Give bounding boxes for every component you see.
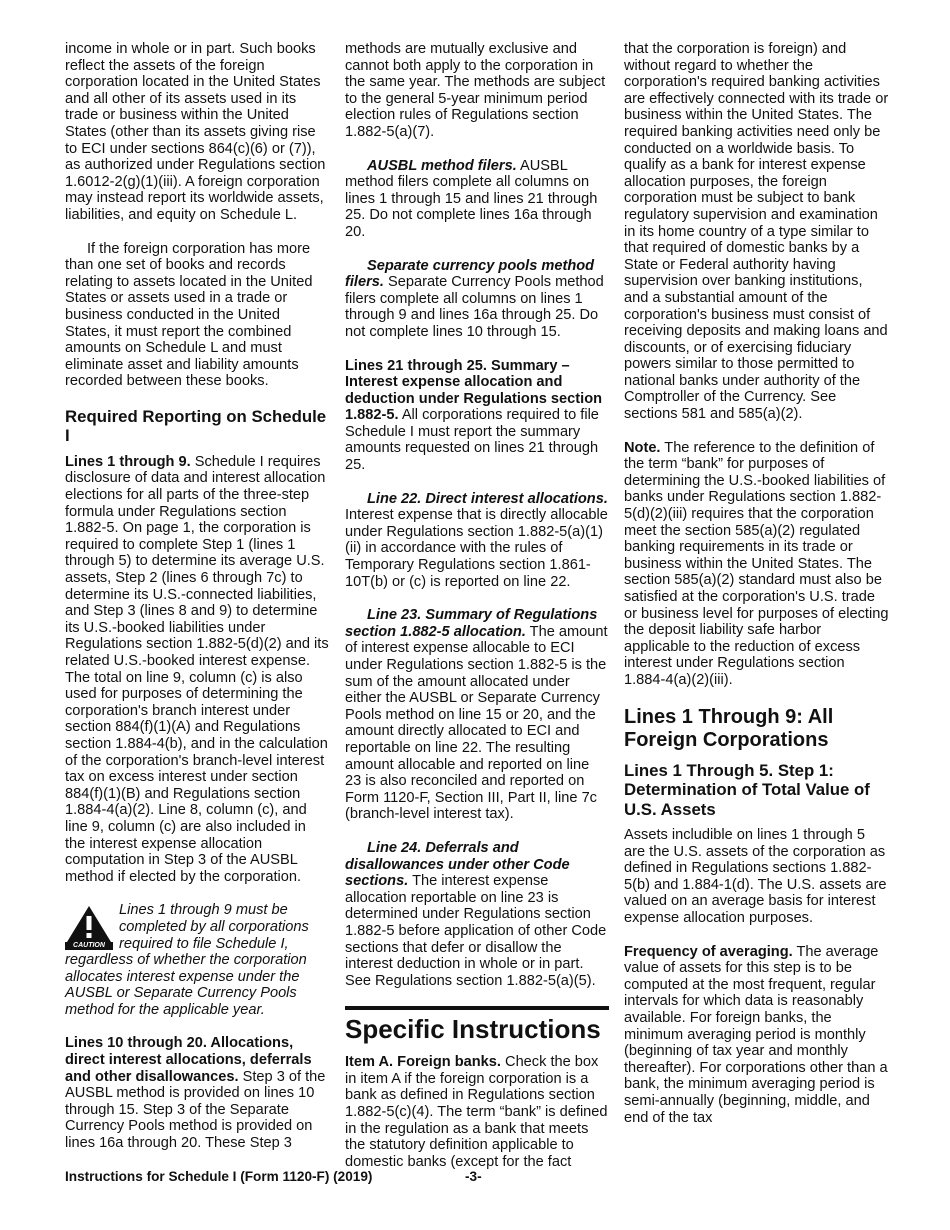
paragraph xyxy=(624,944,890,1127)
paragraph: methods are mutually exclusive and cannot both apply to the corporation in the same year. The methods are subject to the general 5-year minimum period election rules of Regulations section 1.882-5(a)(7). xyxy=(345,41,606,140)
paragraph-text: The interest expense allocation reportable on line 23 is determined under Regulations section 1.882-5 before application of other Code sections that defer or disallow the interest deduction in whole or in part. See Regulations section 1.882-5(a)(5). xyxy=(345,873,607,989)
paragraph-text: Check the box in item A if the foreign corporation is a bank as defined in Regulations section 1.882-5(c)(4). The term “bank” is defined in the regulation as a bank that meets the statutory definition applicable to domestic banks (except for the fact xyxy=(345,1054,608,1170)
run-in-heading: Item A. Foreign banks. xyxy=(345,1054,501,1071)
section-heading: Lines 1 Through 9: All Foreign Corporations xyxy=(624,705,834,751)
page-title: Specific Instructions xyxy=(345,1014,601,1045)
run-in-heading: Line 23. Summary of Regulations section 1.882-5 allocation. xyxy=(345,607,598,640)
paragraph xyxy=(65,454,329,885)
caution-text: Lines 1 through 9 must be completed by all corporations required to file Schedule I, regardless of whether the corporation allocates interest expense under the AUSBL or Separate Currency Pools method for the applicable year. xyxy=(65,902,309,1018)
paragraph-text: The amount of interest expense allocable to ECI under Regulations section 1.882-5 is the sum of the amount allocated under either the AUSBL or Separate Currency Pools method on line 15 or 20, and the amount directly allocated to ECI and reportable on line 22. The resulting amount allocable and reported on line 23 is also reconciled and reported on Form 1120-F, Section III, Part II, line 7c (branch-level interest tax). xyxy=(345,623,608,823)
paragraph-text: Step 3 of the AUSBL method is provided on lines 10 through 15. Step 3 of the Separate Currency Pools method is provided on lines 16a through 20. These Step 3 xyxy=(65,1068,326,1152)
paragraph-text: The reference to the definition of the term “bank” for purposes of determining the U.S.-booked liabilities of banks under Regulations section 1.882-5(d)(2)(iii) requires that the corporation meet the section 585(a)(2) regulated banking requirements in its trade or business within the United States. The section 585(a)(2) standard must also be satisfied at the corporation's U.S. trade or business level for purposes of electing the deposit liability safe harbor applicable to the reduction of excess interest under Regulations section 1.884-4(a)(2)(iii). xyxy=(624,439,889,688)
paragraph xyxy=(345,158,609,241)
run-in-heading: Line 24. Deferrals and disallowances under other Code sections. xyxy=(345,839,570,890)
paragraph xyxy=(345,358,609,474)
run-in-heading: AUSBL method filers. xyxy=(367,157,517,174)
paragraph: income in whole or in part. Such books reflect the assets of the foreign corporation located in the United States and all other of its assets used in its trade or business within the United States (other than its assets giving rise to ECI under sections 864(c)(6) or (7)), as authorized under Regulations section 1.6012-2(g)(1)(iii). A foreign corporation may instead report its worldwide assets, liabilities, and equity on Schedule L. xyxy=(65,41,326,223)
caution-label: CAUTION xyxy=(65,942,113,950)
paragraph-text: Schedule I requires disclosure of data and interest allocation elections for all parts of the three-step formula under Regulations section 1.882-5. On page 1, the corporation is required to complete Step 1 (lines 1 through 5) to determine its average U.S. assets, Step 2 (lines 6 through 7c) to determine its U.S.-connected liabilities, and Step 3 (lines 8 and 9) to determine its U.S.-booked liabilities under Regulations section 1.882-5(d)(2) and its related U.S.-booked interest expense. The total on line 9, column (c) is also used for purposes of determining the corporation's branch interest under section 884(f)(1)(A) and Regulations section 1.884-4(b), and in the calculation of the corporation's branch-level interest tax on excess interest under section 884(f)(1)(B) and Regulations section 1.884-4(a)(2). Line 8, column (c), and line 9, column (c) are also included in the interest expense allocation computation in Step 3 of the AUSBL method if elected by the corporation. xyxy=(65,453,329,885)
paragraph xyxy=(624,440,890,689)
paragraph-text: The average value of assets for this step is to be computed at the most frequent, regular intervals for which data is reasonably available. For foreign banks, the minimum averaging period is monthly (beginning of tax year and monthly thereafter). For corporations other than a bank, the minimum averaging period is semi-annually (beginning, middle, and end of the tax xyxy=(624,943,888,1126)
specific-instructions-heading-block xyxy=(345,1006,609,1044)
paragraph: that the corporation is foreign) and without regard to whether the corporation's required banking activities are effectively connected with its trade or business within the United States. The required banking activities need only be conducted on a worldwide basis. To qualify as a bank for interest expense allocation purposes, the foreign corporation must be subject to bank regulatory supervision and examination in its home country of a type similar to that required of domestic banks by a State or Federal authority having supervision over banking institutions, and a substantial amount of the corporation's business must consist of receiving deposits and making loans and discounts, or of exercising fiduciary powers similar to those permitted to national banks under authority of the Comptroller of the Currency. See sections 581 and 585(a)(2). xyxy=(624,41,889,423)
run-in-heading: Frequency of averaging. xyxy=(624,943,793,960)
caution-icon xyxy=(65,904,115,950)
paragraph-text: Interest expense that is directly allocable under Regulations section 1.882-5(a)(1)(ii) in accordance with the rules of Temporary Regulations section 1.861-10T(b) or (c) is reported on line 22. xyxy=(345,507,608,590)
paragraph: If the foreign corporation has more than one set of books and records relating to assets located in the United States or assets used in a trade or business conducted in the United States, it must report the combined amounts on Schedule L and must eliminate asset and liability amounts recorded between these books. xyxy=(65,240,313,390)
caution-box xyxy=(65,902,329,1018)
paragraph xyxy=(345,258,609,341)
paragraph xyxy=(345,491,609,591)
paragraph xyxy=(345,607,609,823)
column-3 xyxy=(624,41,890,1143)
subsection-heading: Lines 1 Through 5. Step 1: Determination of Total Value of U.S. Assets xyxy=(624,760,870,819)
run-in-heading: Lines 1 through 9. xyxy=(65,453,191,470)
paragraph xyxy=(345,1054,609,1170)
run-in-heading: Note. xyxy=(624,439,661,456)
paragraph-text: AUSBL method filers complete all columns on lines 1 through 15 and lines 21 through 25. Do not complete lines 16a through 20. xyxy=(345,157,598,240)
footer-title: Instructions for Schedule I (Form 1120-F) (2019) xyxy=(65,1169,373,1184)
column-2 xyxy=(345,41,609,1187)
run-in-heading: Lines 21 through 25. Summary – Interest expense allocation and deduction under Regulations section 1.882-5. xyxy=(345,357,603,424)
paragraph xyxy=(65,1035,329,1151)
paragraph-text: Separate Currency Pools method filers complete all columns on lines 1 through 9 and lines 16a through 25. Do not complete lines 10 through 15. xyxy=(345,274,604,340)
page-number: -3- xyxy=(465,1169,482,1184)
run-in-heading: Lines 10 through 20. Allocations, direct interest allocations, deferrals and other disallowances. xyxy=(65,1035,312,1085)
run-in-heading: Line 22. Direct interest allocations. xyxy=(367,490,608,507)
section-heading: Required Reporting on Schedule I xyxy=(65,406,327,446)
column-1 xyxy=(65,41,329,1169)
paragraph xyxy=(345,840,609,989)
run-in-heading: Separate currency pools method filers. xyxy=(345,257,595,291)
paragraph-text: All corporations required to file Schedule I must report the summary amounts requested on lines 21 through 25. xyxy=(345,407,599,474)
paragraph: Assets includible on lines 1 through 5 are the U.S. assets of the corporation as defined in Regulations sections 1.882-5(b) and 1.884-1(d). The U.S. assets are valued on an average basis for interest expense allocation purposes. xyxy=(624,827,887,927)
